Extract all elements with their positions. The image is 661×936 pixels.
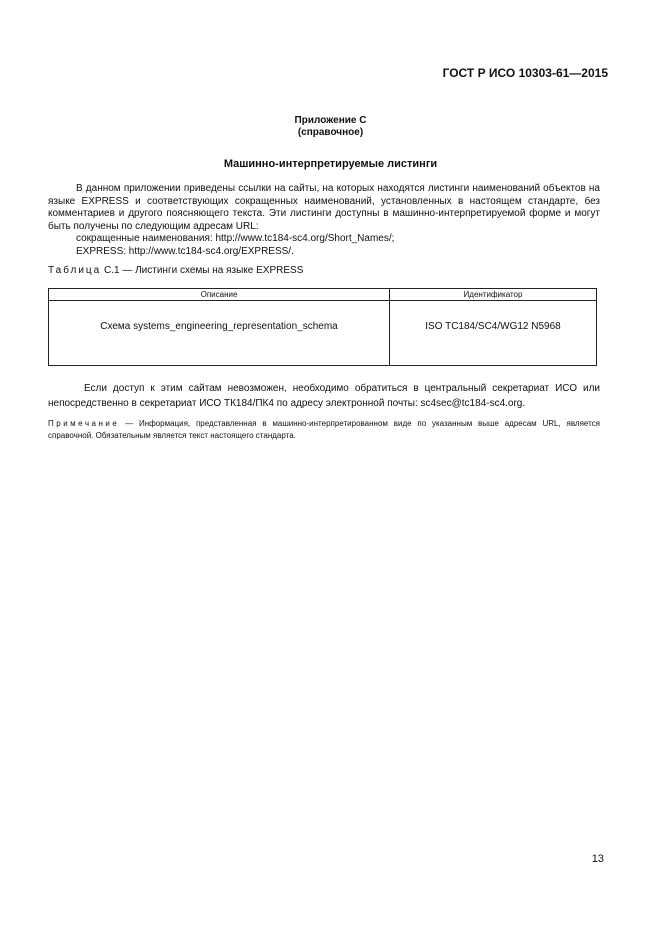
cell-identifier: ISO TC184/SC4/WG12 N5968 (390, 301, 597, 366)
note-text: — Информация, представленная в машинно-интерпретированном виде по указанным выше адресам URL, является справочной. Обязательным является текст настоящего стандарта. (48, 419, 600, 440)
document-code: ГОСТ Р ИСО 10303-61—2015 (442, 66, 608, 80)
column-header-identifier: Идентификатор (390, 289, 597, 301)
table-header-row (49, 289, 597, 301)
table-caption (48, 265, 303, 276)
annex-heading (0, 115, 661, 139)
intro-paragraph: В данном приложении приведены ссылки на сайты, на которых находятся листинги наименований объектов на языке EXPRESS и соответствующих сокращенных наименований, установленных в настоящем стандарте, без комментариев и другого поясняющего текста. Эти листинги доступны в машинно-интерпретируемой форме и могут быть получены по следующим адресам URL: (48, 183, 600, 232)
column-header-description: Описание (49, 289, 390, 301)
listing-table (48, 288, 597, 366)
table-caption-text: С.1 — Листинги схемы на языке EXPRESS (104, 265, 304, 276)
note-label: Примечание (48, 419, 120, 428)
contact-paragraph: Если доступ к этим сайтам невозможен, необходимо обратиться в центральный секретариат ИСО или непосредственно в секретариат ИСО ТК184/ПК4 по адресу электронной почты: sc4sec@tc184-sc4.org. (48, 383, 600, 409)
annex-subtitle: (справочное) (297, 127, 364, 138)
page-number: 13 (591, 853, 604, 865)
table-caption-label: Таблица (48, 265, 102, 276)
cell-description: Схема systems_engineering_representation_schema (49, 301, 390, 366)
note-block (48, 418, 600, 442)
section-title: Машинно-интерпретируемые листинги (223, 158, 438, 170)
contact-block (48, 381, 600, 411)
intro-block (48, 183, 600, 258)
annex-title: Приложение С (294, 115, 367, 126)
express-link[interactable]: EXPRESS: http://www.tc184-sc4.org/EXPRESS/. (76, 245, 294, 257)
table-row (49, 301, 597, 366)
short-names-link[interactable]: сокращенные наименования: http://www.tc184-sc4.org/Short_Names/; (76, 233, 395, 244)
